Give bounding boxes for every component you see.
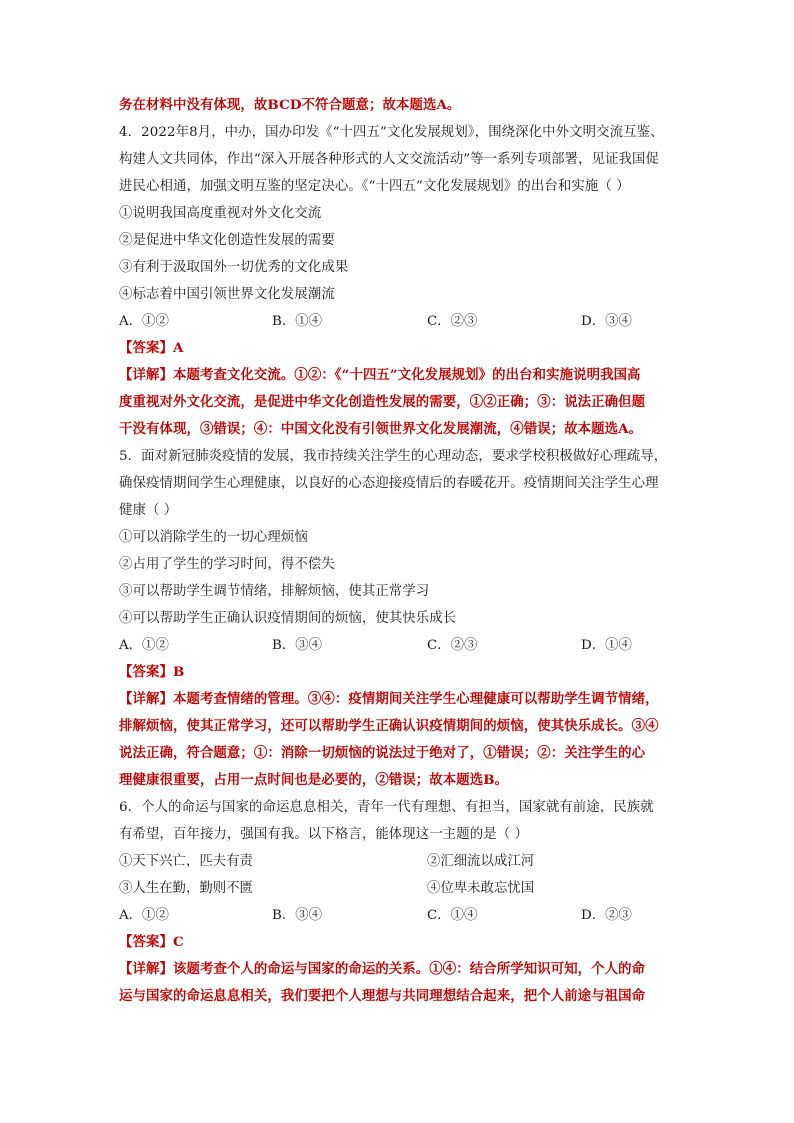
explanation-line: 理健康很重要，占用一点时间也是必要的，②错误；故本题选B。: [119, 772, 509, 788]
explanation-line: 说法正确，符合题意；①：消除一切烦恼的说法过于绝对了，①错误；②：关注学生的心: [119, 745, 646, 761]
question-stem-line: 5．面对新冠肺炎疫情的发展，我市持续关注学生的心理动态，要求学校积极做好心理疏导，: [119, 449, 668, 464]
statement-item: ②占用了学生的学习时间，得不偿失: [119, 557, 335, 572]
explanation-line: 运与国家的命运息息相关，我们要把个人理想与共同理想结合起来，把个人前途与祖国命: [119, 988, 646, 1004]
question-5: [119, 443, 679, 794]
explanation-line: 度重视对外文化交流，是促进中华文化创造性发展的需要，①②正确；③：说法正确但题: [119, 394, 646, 410]
statement-item: ③可以帮助学生调节情绪，排解烦恼，使其正常学习: [119, 584, 430, 599]
statement-item: ①说明我国高度重视对外文化交流: [119, 206, 322, 221]
choice-a: A．①②: [119, 314, 169, 329]
statement-item: ④可以帮助学生正确认识疫情期间的烦恼，使其快乐成长: [119, 611, 457, 626]
statement-row: [119, 848, 679, 875]
question-stem-line: 构建人文共同体，作出“深入开展各种形式的人文交流活动”等一系列专项部署，见证我国促: [119, 152, 660, 167]
choice-c: C．①④: [427, 908, 478, 923]
choice-d: D．①④: [581, 638, 632, 653]
explanation-tag: 【详解】: [119, 691, 173, 707]
explanation-line: [119, 686, 679, 713]
answer-choices: [119, 902, 679, 929]
statement-item: ③有利于汲取国外一切优秀的文化成果: [119, 260, 349, 275]
document-page: [119, 92, 679, 1010]
question-stem-line: 健康（ ）: [119, 503, 178, 518]
statement-item: ①可以消除学生的一切心理烦恼: [119, 530, 308, 545]
explanation-text: 该题考查个人的命运与国家的命运的关系。①④：结合所学知识可知，个人的命: [172, 961, 646, 977]
answer-line: [119, 659, 679, 686]
answer-line: [119, 929, 679, 956]
question-stem-line: 4．2022年8月，中办，国办印发《“十四五”文化发展规划》，围绕深化中外文明交流互鉴、: [119, 125, 664, 140]
statement-item: ④位卑未敢忘忧国: [427, 881, 535, 896]
explanation-line: 排解烦恼，使其正常学习，还可以帮助学生正确认识疫情期间的烦恼，使其快乐成长。③④: [119, 718, 659, 734]
choice-c: C．②③: [427, 638, 478, 653]
choice-b: B．③④: [272, 638, 323, 653]
explanation-line: [119, 362, 679, 389]
explanation-line: [119, 956, 679, 983]
explanation-text: 本题考查文化交流。①②：《“十四五”文化发展规划》的出台和实施说明我国高: [172, 367, 641, 383]
question-4: [119, 119, 679, 443]
choice-a: A．①②: [119, 908, 169, 923]
question-stem-line: 确保疫情期间学生心理健康，以良好的心态迎接疫情后的春暖花开。疫情期间关注学生心理: [119, 476, 659, 491]
answer-tag: 【答案】: [119, 934, 173, 950]
question-stem-line: 进民心相通，加强文明互鉴的坚定决心。《“十四五”文化发展规划》的出台和实施（ ）: [119, 179, 630, 194]
statement-item: ④标志着中国引领世界文化发展潮流: [119, 287, 335, 302]
question-stem-line: 6．个人的命运与国家的命运息息相关，青年一代有理想、有担当，国家就有前途，民族就: [119, 800, 654, 815]
choice-a: A．①②: [119, 638, 169, 653]
answer-tag: 【答案】: [119, 664, 173, 680]
choice-d: D．②③: [581, 908, 632, 923]
answer-tag: 【答案】: [119, 340, 173, 356]
answer-choices: [119, 632, 679, 659]
statement-item: ③人生在勤，勤则不匮: [119, 881, 253, 896]
explanation-tag: 【详解】: [119, 961, 173, 977]
choice-b: B．③④: [272, 908, 323, 923]
question-stem-line: 有希望，百年接力，强国有我。以下格言，能体现这一主题的是（ ）: [119, 827, 529, 842]
answer-choices: [119, 308, 679, 335]
answer-value: B: [172, 664, 185, 680]
answer-value: C: [172, 934, 184, 950]
choice-d: D．③④: [581, 314, 632, 329]
statement-item: ②汇细流以成江河: [427, 854, 535, 869]
question-6: [119, 794, 679, 1010]
statement-row: [119, 875, 679, 902]
answer-line: [119, 335, 679, 362]
intro-line: 务在材料中没有体现，故BCD不符合题意；故本题选A。: [119, 97, 461, 113]
statement-item: ②是促进中华文化创造性发展的需要: [119, 233, 335, 248]
explanation-text: 本题考查情绪的管理。③④：疫情期间关注学生心理健康可以帮助学生调节情绪，: [172, 691, 659, 707]
choice-b: B．①④: [272, 314, 323, 329]
choice-c: C．②③: [427, 314, 478, 329]
answer-value: A: [172, 340, 184, 356]
explanation-line: 干没有体现，③错误；④：中国文化没有引领世界文化发展潮流，④错误；故本题选A。: [119, 421, 643, 437]
statement-item: ①天下兴亡，匹夫有责: [119, 854, 253, 869]
explanation-tag: 【详解】: [119, 367, 173, 383]
